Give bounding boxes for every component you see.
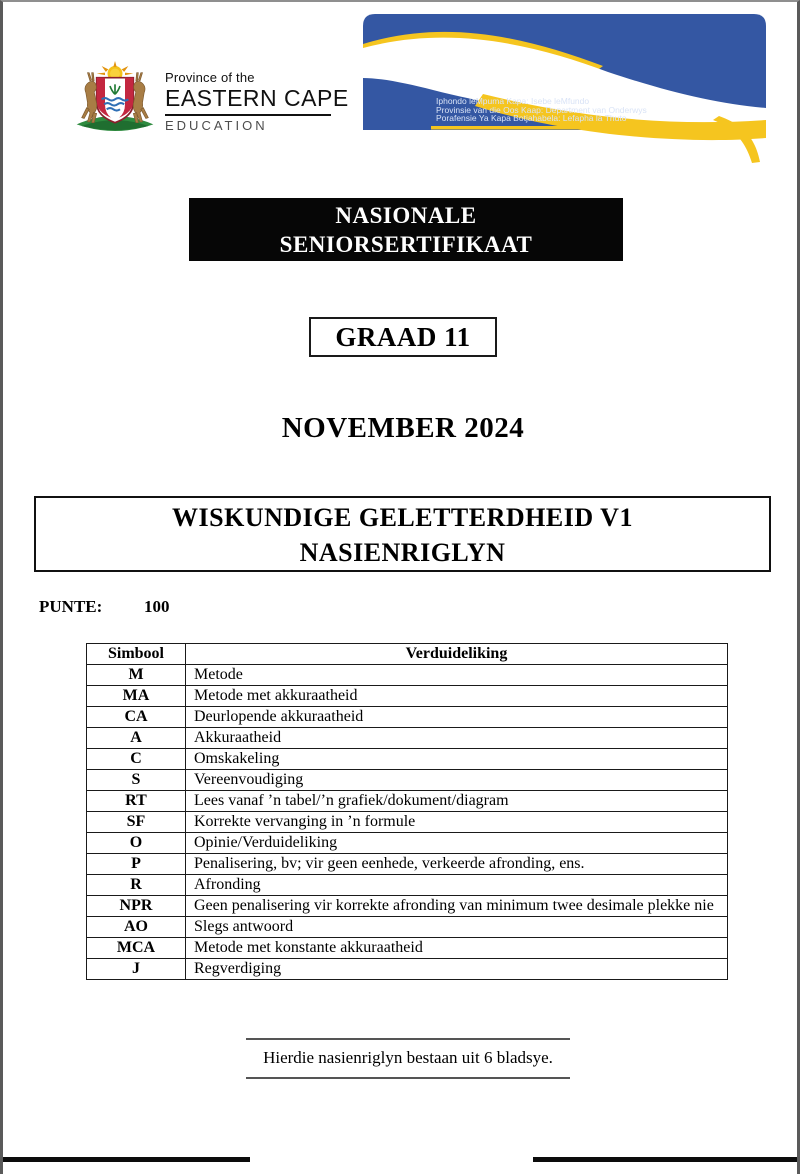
symbol-cell: MA	[87, 686, 186, 707]
table-row	[87, 728, 728, 749]
certificate-title-box	[189, 198, 623, 261]
explanation-cell: Regverdiging	[186, 959, 728, 980]
banner-line-1: Iphondo leMpuma Kapa: Isebe leMfundo	[436, 96, 590, 106]
table-row	[87, 833, 728, 854]
explanation-cell: Omskakeling	[186, 749, 728, 770]
logo-department: EDUCATION	[165, 118, 268, 133]
symbol-cell: C	[87, 749, 186, 770]
explanation-cell: Opinie/Verduideliking	[186, 833, 728, 854]
banner-wave-graphic	[363, 14, 766, 164]
table-row	[87, 791, 728, 812]
table-row	[87, 854, 728, 875]
table-row	[87, 749, 728, 770]
banner-line-3: Porafensie Ya Kapa Botjahabela: Lefapha la Thuto	[436, 113, 627, 123]
explanation-cell: Deurlopende akkuraatheid	[186, 707, 728, 728]
symbol-cell: M	[87, 665, 186, 686]
explanation-cell: Metode met akkuraatheid	[186, 686, 728, 707]
symbol-cell: R	[87, 875, 186, 896]
header-explanation: Verduideliking	[186, 644, 728, 665]
symbol-cell: O	[87, 833, 186, 854]
bottom-border-segment-left	[3, 1157, 250, 1162]
logo-province-name: EASTERN CAPE	[165, 85, 349, 111]
table-row	[87, 812, 728, 833]
certificate-line-1: NASIONALE	[335, 203, 477, 228]
symbol-cell: SF	[87, 812, 186, 833]
banner-line-2: Provinsie van die Oos Kaap: Department van Onderwys	[436, 104, 647, 115]
explanation-cell: Korrekte vervanging in ’n formule	[186, 812, 728, 833]
table-row	[87, 896, 728, 917]
bottom-border-segment-right	[533, 1157, 797, 1162]
symbol-cell: RT	[87, 791, 186, 812]
subject-title-box	[34, 496, 771, 572]
table-header-row	[87, 644, 728, 665]
coat-of-arms-icon	[65, 58, 165, 144]
logo-province-line: Province of the	[165, 70, 255, 85]
explanation-cell: Akkuraatheid	[186, 728, 728, 749]
marks-label: PUNTE:	[39, 597, 103, 616]
exam-session: NOVEMBER 2024	[281, 412, 525, 444]
symbol-cell: MCA	[87, 938, 186, 959]
explanation-cell: Geen penalisering vir korrekte afronding van minimum twee desimale plekke nie	[186, 896, 728, 917]
subject-line-1: WISKUNDIGE GELETTERDHEID V1	[172, 503, 633, 532]
explanation-cell: Afronding	[186, 875, 728, 896]
header-symbol: Simbool	[87, 644, 186, 665]
marks-row	[39, 597, 170, 617]
symbol-cell: AO	[87, 917, 186, 938]
logo-divider	[165, 114, 331, 116]
table-row	[87, 770, 728, 791]
banner-text-block	[436, 97, 647, 123]
explanation-cell: Lees vanaf ’n tabel/’n grafiek/dokument/diagram	[186, 791, 728, 812]
explanation-cell: Slegs antwoord	[186, 917, 728, 938]
table-row	[87, 707, 728, 728]
grade-box: GRAAD 11	[309, 317, 497, 357]
symbol-cell: A	[87, 728, 186, 749]
table-row	[87, 665, 728, 686]
symbol-cell: P	[87, 854, 186, 875]
table-row	[87, 959, 728, 980]
table-row	[87, 938, 728, 959]
certificate-line-2: SENIORSERTIFIKAAT	[279, 232, 533, 257]
table-row	[87, 686, 728, 707]
symbol-cell: CA	[87, 707, 186, 728]
table-row	[87, 875, 728, 896]
table-row	[87, 917, 728, 938]
subject-line-2: NASIENRIGLYN	[299, 538, 506, 567]
explanation-cell: Metode met konstante akkuraatheid	[186, 938, 728, 959]
explanation-cell: Penalisering, bv; vir geen eenhede, verkeerde afronding, ens.	[186, 854, 728, 875]
marks-value: 100	[144, 597, 170, 616]
department-banner	[363, 14, 766, 164]
marking-symbol-table	[86, 643, 728, 980]
explanation-cell: Metode	[186, 665, 728, 686]
eastern-cape-logo	[65, 58, 365, 148]
symbol-cell: S	[87, 770, 186, 791]
symbol-cell: J	[87, 959, 186, 980]
symbol-cell: NPR	[87, 896, 186, 917]
explanation-cell: Vereenvoudiging	[186, 770, 728, 791]
page-count-note: Hierdie nasienriglyn bestaan uit 6 bladsye.	[246, 1038, 570, 1079]
